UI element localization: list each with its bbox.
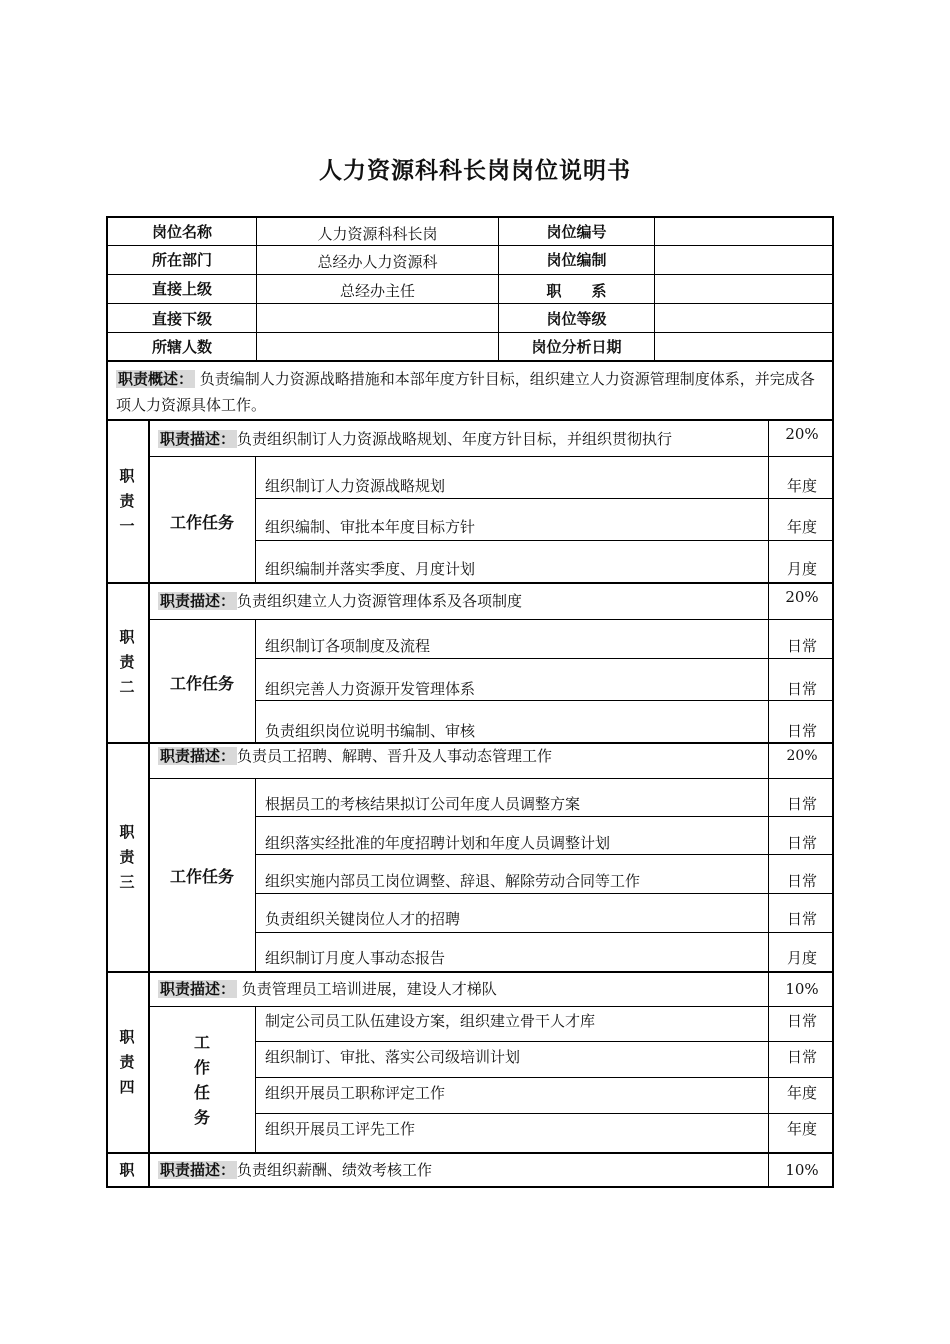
duty-3-task-1-freq: 日常 [786,795,817,813]
duty-2-label-char: 责 [119,653,135,671]
label-direct-superior: 直接上级 [151,280,212,298]
duty-1-label-char: 责 [119,492,135,510]
value-department: 总经办人力资源科 [317,253,438,271]
duty-3-task-1: 根据员工的考核结果拟订公司年度人员调整方案 [265,795,581,813]
description-label: 职责描述： [160,1161,236,1179]
duty-5-label [108,1158,146,1183]
label-analysis-date: 岗位分析日期 [531,337,622,356]
value-job-grade [655,304,832,332]
duty-2-task-label: 工作任务 [169,674,234,693]
duty-4-desc-text: 负责管理员工培训进展，建设人才梯队 [237,980,497,998]
duty-1-description [158,429,672,449]
duty-3-task-5: 组织制订月度人事动态报告 [265,949,446,967]
duty-4-task-label-char: 作 [193,1058,210,1077]
duty-1-task-label: 工作任务 [169,513,234,532]
description-label: 职责描述： [160,980,236,998]
summary-label: 职责概述： [118,370,194,388]
duty-4-task-2-freq: 日常 [786,1048,817,1066]
label-department: 所在部门 [151,251,212,269]
duty-4-task-1-freq: 日常 [786,1012,817,1030]
duty-2-task-1-freq: 日常 [786,637,817,655]
duty-1-task-2: 组织编制、审批本年度目标方针 [265,518,476,536]
duty-2-task-1: 组织制订各项制度及流程 [265,637,431,655]
duty-4-label-char: 四 [119,1078,135,1096]
duty-1-weight: 20% [785,425,819,443]
duty-2-label-char: 二 [119,678,135,696]
duty-4-task-label [149,1030,255,1130]
summary-text: 负责编制人力资源战略措施和本部年度方针目标，组织建立人力资源管理制度体系，并完成各项人力资源具体工作。 [116,370,815,414]
duty-4-task-2: 组织制订、审批、落实公司级培训计划 [265,1048,521,1066]
duty-1-desc-text: 负责组织制订人力资源战略规划、年度方针目标，并组织贯彻执行 [237,430,673,448]
value-job-title: 人力资源科科长岗 [317,224,438,243]
label-staff-count: 所辖人数 [151,337,212,356]
duty-4-task-label-char: 工 [193,1033,210,1052]
duty-4-task-label-char: 任 [193,1083,210,1102]
label-job-title: 岗位名称 [151,222,212,241]
duty-1-label-char: 职 [119,467,135,485]
label-direct-subordinate: 直接下级 [151,310,212,328]
label-job-code: 岗位编号 [546,222,607,241]
label-job-family: 职 系 [546,282,607,300]
duty-4-task-4: 组织开展员工评先工作 [265,1120,416,1138]
value-direct-subordinate [257,304,498,332]
description-label: 职责描述： [160,592,236,610]
duty-5-label-char: 职 [119,1161,135,1179]
duty-summary [116,366,828,418]
duty-4-label-char: 责 [119,1053,135,1071]
duty-3-task-4: 负责组织关键岗位人才的招聘 [265,910,461,928]
duty-1-label [108,464,146,539]
duty-3-desc-text: 负责员工招聘、解聘、晋升及人事动态管理工作 [237,747,553,765]
duty-4-weight: 10% [785,980,819,998]
duty-3-task-2-freq: 日常 [786,834,817,852]
description-label: 职责描述： [160,747,236,765]
duty-5-description [158,1160,432,1180]
duty-4-task-label-char: 务 [193,1108,210,1127]
duty-2-weight: 20% [785,588,819,606]
duty-3-label [108,820,146,895]
label-headcount-quota: 岗位编制 [546,251,607,269]
label-job-grade: 岗位等级 [546,310,607,328]
duty-1-task-3-freq: 月度 [786,560,817,578]
duty-1-task-2-freq: 年度 [786,518,817,536]
duty-3-label-char: 职 [119,823,135,841]
duty-3-label-char: 责 [119,848,135,866]
duty-2-label-char: 职 [119,628,135,646]
duty-4-task-1: 制定公司员工队伍建设方案，组织建立骨干人才库 [265,1012,596,1030]
duty-3-label-char: 三 [119,873,135,891]
value-headcount-quota [655,246,832,274]
value-job-code [655,218,832,245]
description-label: 职责描述： [160,430,236,448]
duty-3-task-3: 组织实施内部员工岗位调整、辞退、解除劳动合同等工作 [265,872,641,890]
value-staff-count [257,333,498,360]
duty-3-task-label: 工作任务 [169,867,234,886]
duty-5-weight: 10% [785,1161,819,1179]
value-job-family [655,275,832,303]
duty-2-desc-text: 负责组织建立人力资源管理体系及各项制度 [237,592,523,610]
duty-4-description [158,979,497,999]
duty-2-task-3-freq: 日常 [786,722,817,740]
duty-3-task-3-freq: 日常 [786,872,817,890]
value-analysis-date [655,333,832,360]
job-description-table [106,216,834,1188]
duty-4-label [108,1025,146,1100]
duty-1-task-3: 组织编制并落实季度、月度计划 [265,560,476,578]
duty-3-description [158,746,552,766]
duty-4-label-char: 职 [119,1028,135,1046]
duty-3-task-2: 组织落实经批准的年度招聘计划和年度人员调整计划 [265,834,611,852]
duty-4-task-3-freq: 年度 [786,1084,817,1102]
duty-5-desc-text: 负责组织薪酬、绩效考核工作 [237,1161,433,1179]
duty-2-task-2-freq: 日常 [786,680,817,698]
duty-1-label-char: 一 [119,517,135,535]
duty-2-task-2: 组织完善人力资源开发管理体系 [265,680,476,698]
duty-1-task-1-freq: 年度 [786,477,817,495]
duty-2-task-3: 负责组织岗位说明书编制、审核 [265,722,476,740]
duty-1-task-1: 组织制订人力资源战略规划 [265,477,446,495]
duty-2-label [108,625,146,700]
duty-4-task-3: 组织开展员工职称评定工作 [265,1084,446,1102]
value-direct-superior: 总经办主任 [339,282,415,300]
document-title: 人力资源科科长岗岗位说明书 [319,158,631,184]
duty-2-description [158,591,522,611]
duty-3-task-4-freq: 日常 [786,910,817,928]
duty-3-task-5-freq: 月度 [786,949,817,967]
duty-4-task-4-freq: 年度 [786,1120,817,1138]
duty-3-weight: 20% [786,748,818,764]
